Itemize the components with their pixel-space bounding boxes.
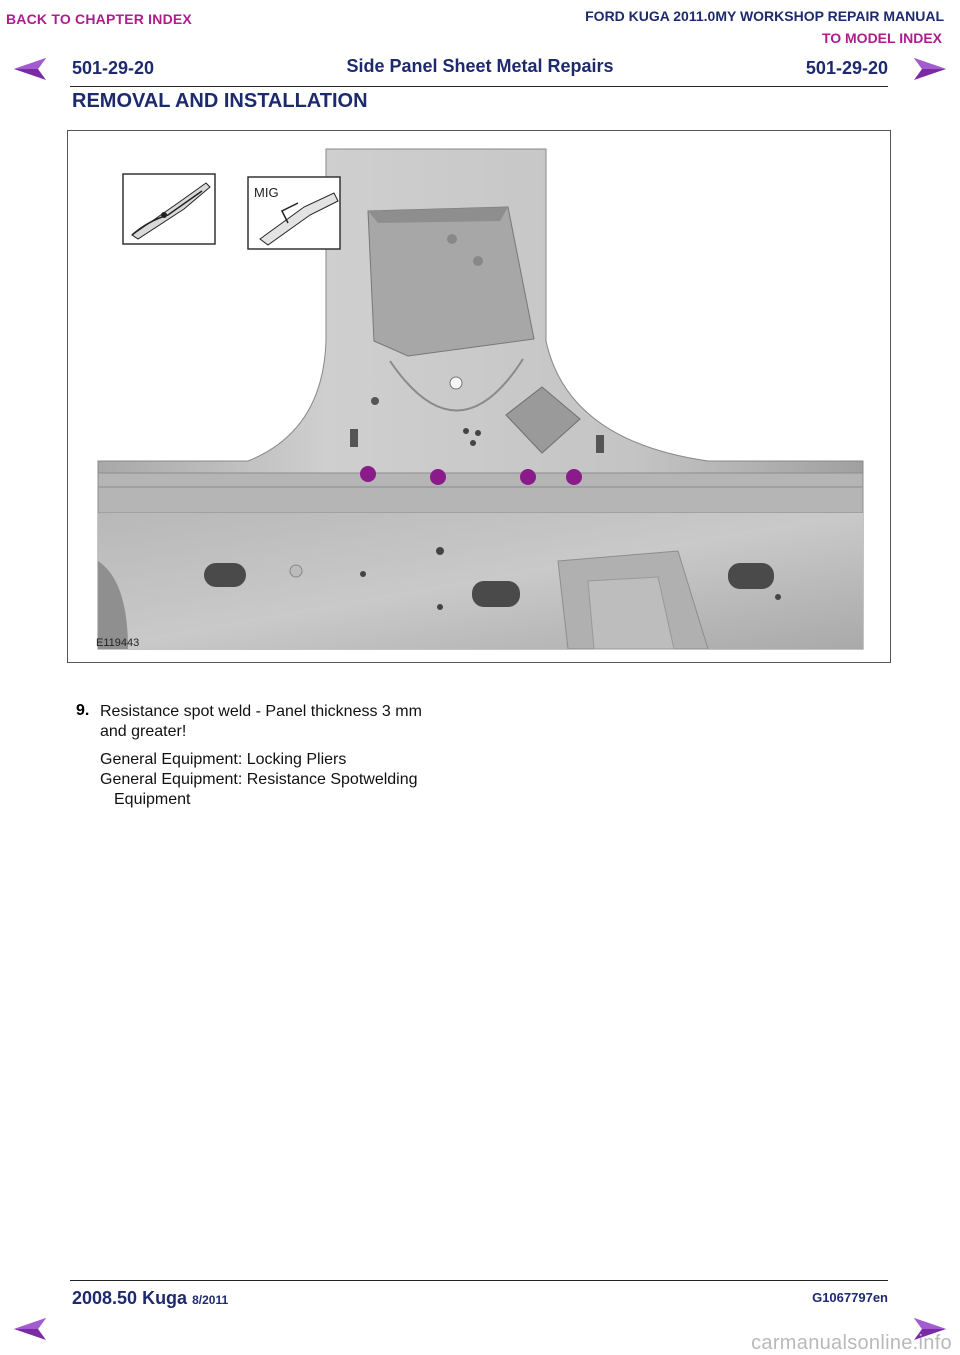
header-divider <box>70 86 888 87</box>
page-heading: REMOVAL AND INSTALLATION <box>72 90 368 112</box>
manual-title: FORD KUGA 2011.0MY WORKSHOP REPAIR MANUAL <box>585 8 944 24</box>
figure-id: E119443 <box>96 637 140 649</box>
equipment-locking-pliers: General Equipment: Locking Pliers <box>100 751 347 768</box>
step-text-continued: and greater! <box>100 723 187 740</box>
weld-point-4 <box>566 469 582 485</box>
document-code: G1067797en <box>812 1290 888 1305</box>
mig-label: MIG <box>254 185 279 200</box>
mig-welder-icon <box>248 177 340 249</box>
section-number-left: 501-29-20 <box>72 58 155 78</box>
footer-divider <box>70 1280 888 1281</box>
back-to-chapter-index-link[interactable]: BACK TO CHAPTER INDEX <box>6 11 192 27</box>
previous-page-arrow-icon[interactable] <box>12 1316 48 1342</box>
locking-pliers-icon <box>123 174 215 244</box>
equipment-spotwelding-continued: Equipment <box>114 791 191 808</box>
step-text: Resistance spot weld - Panel thickness 3 mm <box>100 703 422 720</box>
weld-point-1 <box>360 466 376 482</box>
equipment-spotwelding: General Equipment: Resistance Spotwelding <box>100 771 418 788</box>
watermark: carmanualsonline.info <box>751 1332 952 1354</box>
footer-model <box>72 1288 228 1309</box>
step-number: 9. <box>76 702 90 719</box>
footer-model-name: 2008.50 Kuga <box>72 1288 188 1308</box>
section-title: Side Panel Sheet Metal Repairs <box>346 56 614 76</box>
weld-point-2 <box>430 469 446 485</box>
weld-point-3 <box>520 469 536 485</box>
figure-frame <box>67 130 891 663</box>
side-panel-illustration <box>68 131 892 664</box>
footer-date: 8/2011 <box>192 1293 229 1307</box>
to-model-index-link[interactable]: TO MODEL INDEX <box>821 30 942 46</box>
section-number-right: 501-29-20 <box>805 58 888 78</box>
